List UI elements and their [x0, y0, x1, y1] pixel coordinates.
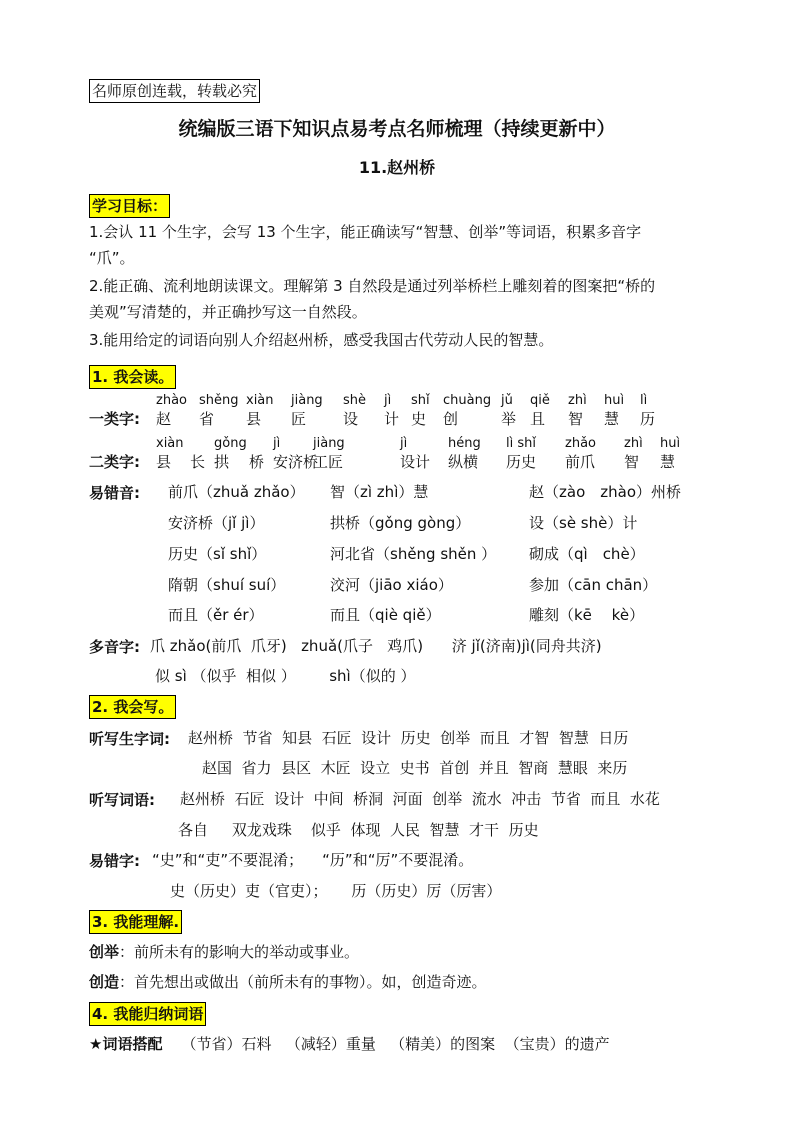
row1-pinyin: shè	[343, 393, 367, 408]
row2-pinyin: jì	[273, 436, 281, 451]
row2-pinyin: lì shǐ	[506, 436, 536, 451]
misread-item: 赵（zào zhào）州桥	[529, 483, 681, 501]
row2-hanzi: 纵横	[448, 453, 479, 471]
row2-hanzi: 慧	[660, 453, 676, 471]
misread-label: 易错音:	[89, 484, 140, 502]
row1-hanzi: 史	[411, 410, 427, 428]
misread-item: 雕刻（kē kè）	[529, 606, 645, 624]
definition-term: 创造	[89, 973, 120, 991]
lesson-title: 11.赵州桥	[358, 158, 436, 177]
row1-hanzi: 智	[568, 410, 584, 428]
poly-line-2: 似 sì （似乎 相似 ） shì（似的 ）	[155, 667, 416, 685]
row1-hanzi: 举	[501, 410, 517, 428]
row1-hanzi: 计	[384, 410, 400, 428]
row2-pinyin: xiàn	[156, 436, 184, 451]
dict-chars-line-1: 赵州桥 节省 知县 石匠 设计 历史 创举 而且 才智 智慧 日历	[188, 729, 629, 747]
row2-hanzi: 长	[190, 453, 206, 471]
row2-hanzi: 拱	[214, 453, 230, 471]
row2-pinyin: héng	[448, 436, 481, 451]
page-title: 统编版三语下知识点易考点名师梳理（持续更新中）	[178, 118, 616, 140]
row1-pinyin: qiě	[530, 393, 550, 408]
collocation-label: ★词语搭配	[89, 1035, 163, 1053]
row2-hanzi: 设计	[400, 453, 431, 471]
row1-pinyin: jiàng	[291, 393, 323, 408]
misread-item: 安济桥（jǐ jì）	[168, 514, 265, 532]
poly-line-1: 爪 zhǎo(前爪 爪牙) zhuǎ(爪子 鸡爪) 济 jǐ(济南)jì(同舟共济)	[150, 637, 602, 655]
confuse-label: 易错字:	[89, 852, 140, 870]
row2-hanzi: 桥	[249, 453, 265, 471]
row1-hanzi: 县	[246, 410, 262, 428]
row2-label: 二类字:	[89, 453, 140, 471]
row1-pinyin: zhì	[568, 393, 587, 408]
confuse-line-1: “史”和“吏”不要混淆； “历”和“厉”不要混淆。	[152, 851, 474, 869]
definition-1	[89, 942, 359, 962]
goal-line-3: 2.能正确、流利地朗读课文。理解第 3 自然段是通过列举桥栏上雕刻着的图案把“桥的	[89, 277, 656, 295]
collocation-line	[89, 1034, 610, 1054]
misread-item: 前爪（zhuǎ zhǎo）	[168, 483, 305, 501]
row1-hanzi: 历	[640, 410, 656, 428]
row1-hanzi: 省	[199, 410, 215, 428]
row1-hanzi: 匠	[291, 410, 307, 428]
row2-hanzi: 前爪	[565, 453, 596, 471]
dict-words-line-1: 赵州桥 石匠 设计 中间 桥洞 河面 创举 流水 冲击 节省 而且 水花	[180, 790, 660, 808]
row2-hanzi: 县	[156, 453, 172, 471]
goal-line-4: 美观”写清楚的，并正确抄写这一自然段。	[89, 303, 367, 321]
row2-pinyin: huì	[660, 436, 681, 451]
definition-term: 创举	[89, 943, 120, 961]
row1-hanzi: 且	[530, 410, 546, 428]
row2-hanzi: 工匠	[313, 453, 344, 471]
goals-heading: 学习目标：	[89, 194, 170, 218]
goal-line-1: 1.会认 11 个生字，会写 13 个生字，能正确读写“智慧、创举”等词语，积累多音字	[89, 223, 642, 241]
misread-item: 历史（sǐ shǐ）	[168, 545, 267, 563]
dict-chars-line-2: 赵国 省力 县区 木匠 设立 史书 首创 并且 智商 慧眼 来历	[202, 759, 628, 777]
understand-heading: 3. 我能理解.	[89, 910, 182, 934]
misread-item: 隋朝（shuí suí）	[168, 576, 286, 594]
row2-pinyin: zhǎo	[565, 436, 596, 451]
misread-item: 拱桥（gǒng gòng）	[330, 514, 471, 532]
definition-text: ：首先想出或做出（前所未有的事物）。如，创造奇迹。	[119, 973, 487, 991]
row1-pinyin: xiàn	[246, 393, 274, 408]
definition-2	[89, 972, 487, 992]
misread-item: 河北省（shěng shěn ）	[330, 545, 497, 563]
confuse-line-2: 史（历史）吏（官吏）； 历（历史）厉（厉害）	[170, 882, 502, 900]
row1-pinyin: jǔ	[501, 393, 513, 408]
row1-pinyin: shěng	[199, 393, 239, 408]
dict-words-label: 听写词语:	[89, 791, 155, 809]
dict-chars-label: 听写生字词:	[89, 730, 170, 748]
induce-heading: 4. 我能归纳词语	[89, 1002, 206, 1026]
misread-item: 智（zì zhì）慧	[330, 483, 429, 501]
row1-hanzi: 创	[443, 410, 459, 428]
misread-item: 砌成（qì chè）	[529, 545, 645, 563]
row1-pinyin: jì	[384, 393, 392, 408]
definition-text: ：前所未有的影响大的举动或事业。	[119, 943, 360, 961]
row2-pinyin: jiàng	[313, 436, 345, 451]
row1-pinyin: chuàng	[443, 393, 492, 408]
misread-item: 而且（qiè qiě）	[330, 606, 441, 624]
row1-hanzi: 慧	[604, 410, 620, 428]
poly-label: 多音字:	[89, 638, 140, 656]
row2-pinyin: zhì	[624, 436, 643, 451]
copyright-notice: 名师原创连载，转载必究	[89, 79, 260, 103]
misread-item: 参加（cān chān）	[529, 576, 658, 594]
misread-item: 而且（ěr ér）	[168, 606, 264, 624]
row1-pinyin: lì	[640, 393, 648, 408]
row2-hanzi: 智	[624, 453, 640, 471]
misread-item: 洨河（jiāo xiáo）	[330, 576, 453, 594]
goal-line-2: “爪”。	[89, 249, 135, 267]
row2-pinyin: jì	[400, 436, 408, 451]
row1-hanzi: 赵	[156, 410, 172, 428]
read-heading: 1. 我会读。	[89, 365, 176, 389]
row2-hanzi: 历史	[506, 453, 537, 471]
row1-label: 一类字:	[89, 410, 140, 428]
row1-pinyin: shǐ	[411, 393, 430, 408]
goal-line-5: 3.能用给定的词语向别人介绍赵州桥，感受我国古代劳动人民的智慧。	[89, 331, 554, 349]
row1-pinyin: huì	[604, 393, 625, 408]
collocation-text: （节省）石料 （减轻）重量 （精美）的图案 （宝贵）的遗产	[181, 1035, 610, 1053]
row1-pinyin: zhào	[156, 393, 187, 408]
dict-words-line-2: 各自 双龙戏珠 似乎 体现 人民 智慧 才干 历史	[178, 821, 539, 839]
row2-hanzi: 安济桥	[273, 453, 319, 471]
row1-hanzi: 设	[343, 410, 359, 428]
misread-item: 设（sè shè）计	[529, 514, 638, 532]
row2-pinyin: gǒng	[214, 436, 247, 451]
write-heading: 2. 我会写。	[89, 695, 176, 719]
